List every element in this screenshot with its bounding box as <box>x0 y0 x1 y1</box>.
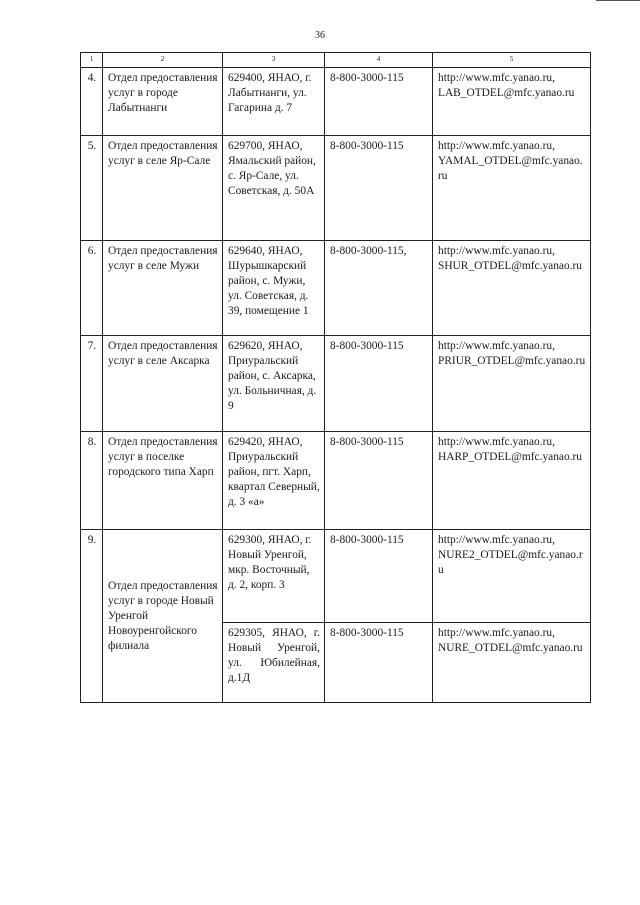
office-phone: 8-800-3000-115 <box>325 68 433 136</box>
office-web-email: http://www.mfc.yanao.ru, HARP_OTDEL@mfc.yanao.ru <box>433 432 591 530</box>
office-address: 629300, ЯНАО, г. Новый Уренгой, мкр. Восточный, д. 2, корп. 3 <box>223 530 325 623</box>
column-header-1: 1 <box>81 53 103 68</box>
branches-table <box>80 52 591 703</box>
table-row <box>81 241 591 336</box>
office-address: 629305, ЯНАО, г. Новый Уренгой, ул. Юбилейная, д.1Д <box>223 623 325 703</box>
office-name: Отдел предоставления услуг в городе Новый Уренгой Новоуренгойского филиала <box>103 530 223 703</box>
office-phone: 8-800-3000-115 <box>325 530 433 623</box>
office-address: 629420, ЯНАО, Приуральский район, пгт. Харп, квартал Северный, д. 3 «а» <box>223 432 325 530</box>
office-name: Отдел предоставления услуг в городе Лабытнанги <box>103 68 223 136</box>
office-address: 629700, ЯНАО, Ямальский район, с. Яр-Сале, ул. Советская, д. 50А <box>223 136 325 241</box>
office-name: Отдел предоставления услуг в селе Аксарка <box>103 336 223 432</box>
row-number: 6. <box>81 241 103 336</box>
header-row <box>81 53 591 68</box>
row-number: 7. <box>81 336 103 432</box>
office-web-email: http://www.mfc.yanao.ru, NURE_OTDEL@mfc.yanao.ru <box>433 623 591 703</box>
row-number: 9. <box>81 530 103 703</box>
office-phone: 8-800-3000-115 <box>325 336 433 432</box>
office-address: 629400, ЯНАО, г. Лабытнанги, ул. Гагарина д. 7 <box>223 68 325 136</box>
row-number: 5. <box>81 136 103 241</box>
office-web-email: http://www.mfc.yanao.ru, LAB_OTDEL@mfc.yanao.ru <box>433 68 591 136</box>
page-number: 36 <box>315 30 325 41</box>
table-row <box>81 336 591 432</box>
office-web-email: http://www.mfc.yanao.ru, YAMAL_OTDEL@mfc.yanao.ru <box>433 136 591 241</box>
column-header-5: 5 <box>433 53 591 68</box>
office-name: Отдел предоставления услуг в селе Мужи <box>103 241 223 336</box>
table-row <box>81 530 591 623</box>
office-web-email: http://www.mfc.yanao.ru, NURE2_OTDEL@mfc.yanao.ru <box>433 530 591 623</box>
table-row <box>81 432 591 530</box>
table-row <box>81 68 591 136</box>
column-header-2: 2 <box>103 53 223 68</box>
office-name: Отдел предоставления услуг в поселке городского типа Харп <box>103 432 223 530</box>
office-address: 629620, ЯНАО, Приуральский район, с. Аксарка, ул. Больничная, д. 9 <box>223 336 325 432</box>
office-phone: 8-800-3000-115 <box>325 623 433 703</box>
office-name: Отдел предоставления услуг в селе Яр-Сале <box>103 136 223 241</box>
office-phone: 8-800-3000-115 <box>325 432 433 530</box>
office-phone: 8-800-3000-115, <box>325 241 433 336</box>
row-number: 4. <box>81 68 103 136</box>
office-web-email: http://www.mfc.yanao.ru, PRIUR_OTDEL@mfc.yanao.ru <box>433 336 591 432</box>
row-number: 8. <box>81 432 103 530</box>
office-web-email: http://www.mfc.yanao.ru, SHUR_OTDEL@mfc.yanao.ru <box>433 241 591 336</box>
column-header-4: 4 <box>325 53 433 68</box>
corner-rule <box>596 0 640 1</box>
office-address: 629640, ЯНАО, Шурышкарский район, с. Мужи, ул. Советская, д. 39, помещение 1 <box>223 241 325 336</box>
office-phone: 8-800-3000-115 <box>325 136 433 241</box>
table-row <box>81 136 591 241</box>
column-header-3: 3 <box>223 53 325 68</box>
